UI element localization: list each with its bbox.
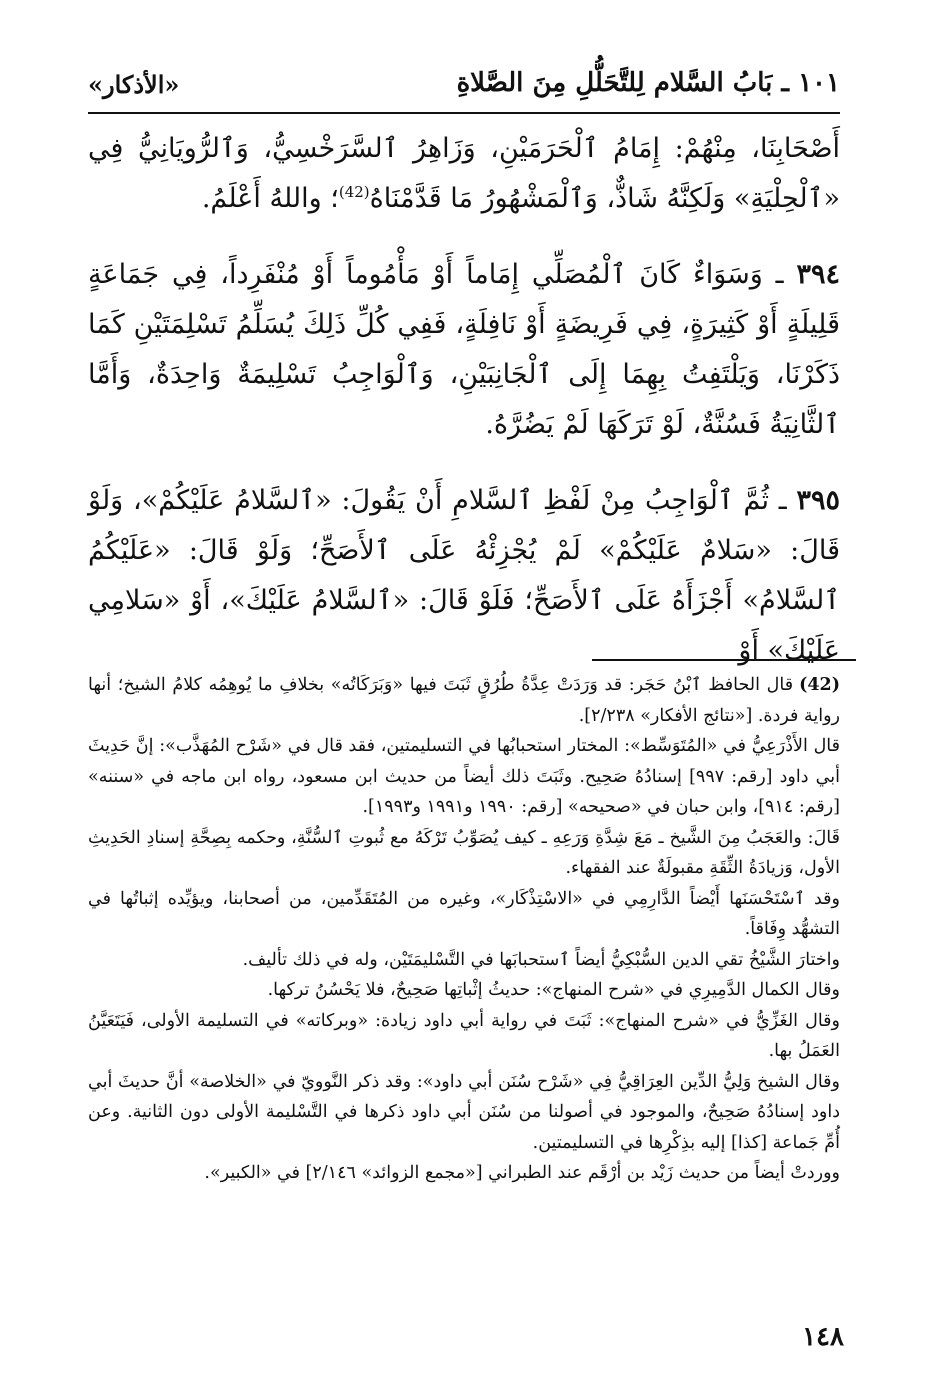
footnote-line: قَالَ: والعَجَبُ مِنَ الشَّيخ ـ مَعَ شِدَّةِ وَرَعِهِ ـ كيف يُصَوِّبُ تَرْكَهُ مع ثُبوتِ ٱلسُّنَّةِ، وحكمه بِصِحَّةِ إسنادِ الحَدِيثِ الأول، وَزيادَةُ الثِّقَةِ مقبولَةٌ عند الفقهاء. xyxy=(88,827,840,878)
paragraph-text: ـ وَسَوَاءٌ كَانَ ٱلْمُصَلِّي إِمَاماً أَوْ مَأْمُوماً أَوْ مُنْفَرِداً، فِي جَمَاعَةٍ قَلِيلَةٍ أَوْ كَثِيرَةٍ، فِي فَرِيضَةٍ أَوْ نَافِلَةٍ، فَفِي كُلِّ ذَلِكَ يُسَلِّمُ تَسْلِمَتَيْنِ كَمَا ذَكَرْنَا، وَيَلْتَفِتُ بِهِمَا إِلَى ٱلْجَانِبَيْنِ، وَٱلْوَاجِبُ تَسْلِيمَةٌ وَاحِدَةٌ، وَأَمَّا ٱلثَّانِيَةُ فَسُنَّةٌ، لَوْ تَرَكَهَا لَمْ يَضُرَّهُ. xyxy=(88,259,840,440)
paragraph-395 xyxy=(88,476,840,676)
paragraph-number: ٣٩٥ xyxy=(796,485,840,516)
footnote-line: وقد ٱسْتَحْسَنَها أَيْضاً الدَّارِمِي في «الاسْتِذْكَار»، وغيره من المُتَقَدِّمين، من أصحابنا، ويؤيِّده إثباتُها في التشهُّد وِفَاقاً. xyxy=(88,888,840,939)
footnote-line: واختارَ الشَّيْخُ تقي الدين السُّبْكِيُّ أيضاً ٱستحبابَها في التَّسْليمَتَيْن، وله في ذلك تأليف. xyxy=(242,949,840,970)
paragraph-continuation xyxy=(88,124,840,224)
paragraph-text: ـ ثُمَّ ٱلْوَاجِبُ مِنْ لَفْظِ ٱلسَّلامِ أَنْ يَقُولَ: «ٱلسَّلامُ عَلَيْكُمْ»، وَلَوْ قَالَ: «سَلامٌ عَلَيْكُمْ» لَمْ يُجْزِئْهُ عَلَى ٱلأَصَحِّ؛ وَلَوْ قَالَ: «عَلَيْكُمُ ٱلسَّلامُ» أَجْزَأَهُ عَلَى ٱلأَصَحِّ؛ فَلَوْ قَالَ: «ٱلسَّلامُ عَلَيْكَ»، أَوْ «سَلامِي عَلَيْكَ» أَوْ xyxy=(88,485,840,666)
paragraph-394 xyxy=(88,250,840,450)
main-text xyxy=(88,124,840,676)
footnote-line: وقال الكمال الدَّمِيرِي في «شرح المنهاج»: حديثُ إثْباتِها صَحِيحٌ، فلا يَحْسُنُ تركها. xyxy=(267,980,840,1000)
running-header xyxy=(88,60,840,114)
chapter-title: ١٠١ ـ بَابُ السَّلام لِلتَّحَلُّلِ مِنَ الصَّلاةِ xyxy=(456,68,840,98)
footnote-separator xyxy=(592,659,856,661)
paragraph-text-end: ؛ واللهُ أَعْلَمُ. xyxy=(201,183,339,214)
paragraph-number: ٣٩٤ xyxy=(796,259,840,290)
paragraph-text: أَصْحَابِنَا، مِنْهُمْ: إِمَامُ ٱلْحَرَمَيْنِ، وَزَاهِرُ ٱلسَّرَخْسِيُّ، وَٱلرُّويَانِيُّ فِي «ٱلْحِلْيَةِ» وَلَكِنَّهُ شَاذٌّ، وَٱلْمَشْهُورُ مَا قَدَّمْنَاهُ xyxy=(88,133,840,214)
footnote-line: قال الأَذْرَعِيُّ في «المُتَوَسِّط»: المختار استحبابُها في التسليمتين، فقد قال في «شَرْح المُهَذَّب»: إنَّ حَدِيثَ أبي داود [رقم: ٩٩٧] إسنادُهُ صَحِيح. وثَبَتَ ذلك أيضاً من حديث ابن مسعود، رواه ابن ماجه في «سننه» [رقم: ٩١٤]، وابن حبان في «صحيحه» [رقم: ١٩٩٠ و١٩٩١ و١٩٩٣]. xyxy=(88,736,841,817)
footnote-line: وقال الغَزِّيُّ في «شرح المنهاج»: ثَبَتَ في رواية أبي داود زيادة: «وبركاته» في التسليمة الأولى، فَيَتَعَيَّنُ العَمَلُ بها. xyxy=(88,1010,840,1061)
footnote-number: (42) xyxy=(799,675,840,695)
footnote-line: (42)قال الحافظ ٱبْنُ حَجَر: قد وَرَدَتْ عِدَّةُ طُرُقٍ ثَبَتَ فيها «وَبَرَكَاتُه» بخلافِ ما يُوهِمُه كلامُ الشيخ؛ أنها رواية فردة. [«نتائج الأفكار» ٢/٢٣٨]. xyxy=(88,675,840,726)
footnote-line: ووردتْ أيضاً من حديث زَيْد بن أرْقَم عند الطبراني [«مجمع الزوائد» ٢/١٤٦] في «الكبير». xyxy=(204,1163,840,1183)
book-title: «الأذكار» xyxy=(88,70,180,99)
footnote-ref: (42) xyxy=(338,183,370,201)
page-number: ١٤٨ xyxy=(802,1322,844,1352)
footnote-line: وقال الشيخ وَلِيُّ الدِّين العِرَاقِيُّ فِي «شَرْح سُنَن أبي داود»: وقد ذكر النَّوويّ في «الخلاصة» أنَّ حديثَ أبي داود إسنادُهُ صَحِيحٌ، والموجود في أصولنا من سُنَن أبي داود ذكرها في التَّسْليمة الأولى دون الثانية. وعن أُمِّ جَماعة [كذا] إليه بذِكْرِها في التسليمتين. xyxy=(88,1071,840,1153)
footnotes xyxy=(88,670,840,1189)
